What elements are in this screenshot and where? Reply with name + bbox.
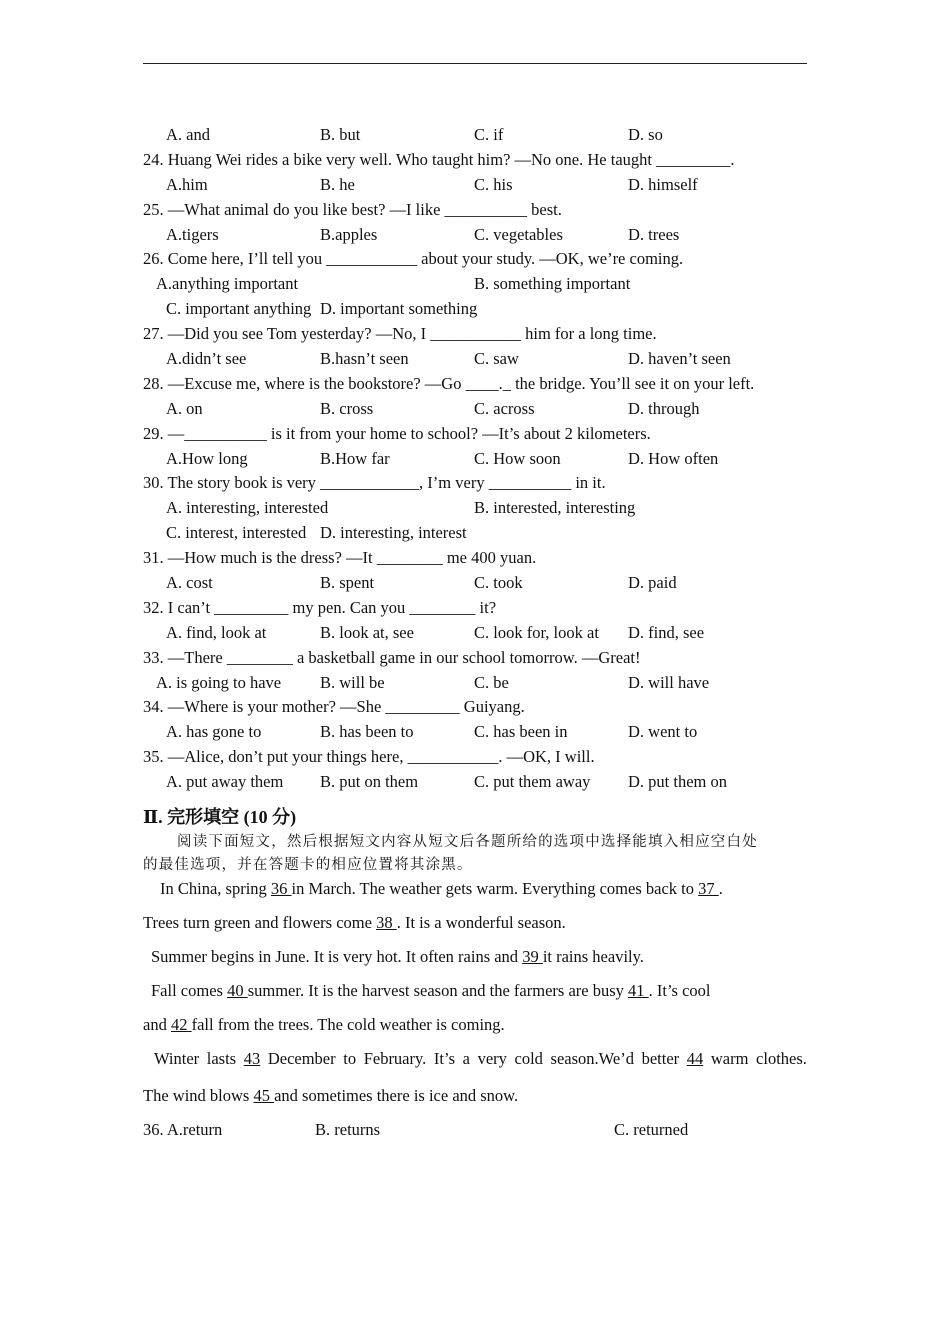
question-30-options-row2 [143, 521, 815, 546]
passage-line-4 [143, 979, 815, 1013]
option-c: C. interest, interested [166, 523, 307, 543]
question-27-options [143, 347, 815, 372]
passage-text: Trees turn green and flowers come [143, 913, 377, 933]
option-b: B. returns [315, 1120, 381, 1140]
passage-text: it rains heavily. [542, 947, 644, 967]
option-c: C. his [474, 174, 513, 194]
passage-text: The wind blows [143, 1086, 254, 1106]
option-b: B. will be [320, 672, 385, 692]
section-2-heading: Ⅱ. 完形填空 (10 分) [143, 807, 297, 828]
option-b: B. look at, see [320, 622, 414, 642]
blank-41: 41 [628, 981, 649, 1001]
option-c: C. How soon [474, 448, 561, 468]
option-c: C. important anything [166, 299, 312, 319]
option-a: A.How long [166, 448, 248, 468]
blank-43: 43 [243, 1049, 261, 1069]
blank-39: 39 [522, 947, 543, 967]
passage-word: to [343, 1049, 357, 1069]
question-28-options [143, 397, 815, 422]
question-28: 28. —Excuse me, where is the bookstore? —Go ____._ the bridge. You’ll see it on your left. [143, 373, 755, 393]
option-a: A.him [166, 174, 208, 194]
blank-44: 44 [686, 1049, 704, 1069]
option-b: B.apples [320, 224, 378, 244]
passage-word: lasts [206, 1049, 237, 1069]
passage-word: cold [514, 1049, 543, 1069]
option-a: A. is going to have [156, 672, 282, 692]
option-c: C. across [474, 398, 535, 418]
option-a: 36. A.return [143, 1120, 223, 1140]
question-31-options [143, 571, 815, 596]
option-b: B. he [320, 174, 355, 194]
option-d: D. find, see [628, 622, 705, 642]
passage-line-2 [143, 911, 815, 945]
header-rule [143, 63, 807, 64]
blank-42: 42 [170, 1015, 192, 1035]
passage-text: Summer begins in June. It is very hot. It often rains and [151, 947, 523, 967]
option-c: C. be [474, 672, 509, 692]
option-d: D. interesting, interest [320, 523, 467, 543]
question-23-options [143, 123, 815, 148]
passage-text: In China, spring [160, 879, 271, 899]
question-33: 33. —There ________ a basketball game in our school tomorrow. —Great! [143, 647, 641, 667]
question-26: 26. Come here, I’ll tell you ___________ about your study. —OK, we’re coming. [143, 249, 684, 269]
passage-text: . It is a wonderful season. [396, 913, 566, 933]
passage-text: Fall comes [151, 981, 228, 1001]
passage-line-7 [143, 1084, 815, 1118]
option-a: A. find, look at [166, 622, 267, 642]
option-a: A. put away them [166, 772, 284, 792]
question-24: 24. Huang Wei rides a bike very well. Who taught him? —No one. He taught _________. [143, 149, 735, 169]
option-b: B. has been to [320, 722, 414, 742]
option-b: B.hasn’t seen [320, 349, 409, 369]
question-35-options [143, 770, 815, 795]
passage-text: and [143, 1015, 171, 1035]
question-29-options [143, 447, 815, 472]
option-c: C. look for, look at [474, 622, 599, 642]
blank-37: 37 [698, 879, 719, 899]
question-24-options [143, 173, 815, 198]
option-b: B. spent [320, 573, 375, 593]
option-a: A.didn’t see [166, 349, 247, 369]
option-d: D. will have [628, 672, 710, 692]
blank-38: 38 [376, 913, 397, 933]
passage-word: very [477, 1049, 507, 1069]
question-35: 35. —Alice, don’t put your things here, ___________. —OK, I will. [143, 747, 595, 767]
option-d: D. went to [628, 722, 698, 742]
option-c: C. has been in [474, 722, 568, 742]
section-2-instructions-line1: 阅读下面短文，然后根据短文内容从短文后各题所给的选项中选择能填入相应空白处 [177, 834, 758, 851]
passage-line-3 [143, 945, 815, 979]
blank-36: 36 [270, 879, 292, 899]
blank-40: 40 [227, 981, 248, 1001]
passage-word: December [267, 1049, 336, 1069]
passage-text: . It’s cool [648, 981, 711, 1001]
passage-word: It’s [433, 1049, 456, 1069]
option-d: D. important something [320, 299, 478, 319]
option-d: D. paid [628, 573, 677, 593]
option-d: D. himself [628, 174, 698, 194]
question-30: 30. The story book is very ____________, I’m very __________ in it. [143, 473, 606, 493]
option-b: B. put on them [320, 772, 419, 792]
option-a: A. on [166, 398, 203, 418]
passage-line-5 [143, 1013, 815, 1047]
passage-line-1 [143, 877, 815, 911]
option-a: A. cost [166, 573, 213, 593]
passage-word: better [641, 1049, 680, 1069]
passage-text: . [718, 879, 723, 899]
option-a: A.tigers [166, 224, 219, 244]
option-c: C. returned [614, 1120, 689, 1140]
question-34: 34. —Where is your mother? —She _________ Guiyang. [143, 697, 525, 717]
question-29: 29. —__________ is it from your home to school? —It’s about 2 kilometers. [143, 423, 651, 443]
passage-word: a [462, 1049, 470, 1069]
exam-content [143, 123, 815, 1143]
option-d: D. How often [628, 448, 719, 468]
option-c: C. if [474, 125, 504, 144]
question-27: 27. —Did you see Tom yesterday? —No, I ___________ him for a long time. [143, 324, 657, 344]
option-d: D. trees [628, 224, 680, 244]
question-32: 32. I can’t _________ my pen. Can you ________ it? [143, 597, 497, 617]
option-a: A.anything important [156, 274, 299, 294]
passage-word: clothes. [756, 1049, 807, 1069]
question-25: 25. —What animal do you like best? —I like __________ best. [143, 199, 562, 219]
option-b: B.How far [320, 448, 390, 468]
option-a: A. and [166, 125, 210, 144]
option-c: C. put them away [474, 772, 591, 792]
question-36-options [143, 1118, 815, 1143]
option-d: D. haven’t seen [628, 349, 731, 369]
option-a: A. has gone to [166, 722, 262, 742]
option-c: C. saw [474, 349, 519, 369]
question-33-options [143, 671, 815, 696]
option-d: D. through [628, 398, 700, 418]
question-30-options-row1 [143, 496, 815, 521]
question-31: 31. —How much is the dress? —It ________ me 400 yuan. [143, 548, 537, 568]
option-d: D. put them on [628, 772, 727, 792]
question-26-options-row1 [143, 272, 815, 297]
option-c: C. vegetables [474, 224, 563, 244]
question-25-options [143, 223, 815, 248]
option-b: B. interested, interesting [474, 498, 636, 518]
passage-word: Winter [154, 1049, 200, 1069]
passage-word: February. [363, 1049, 427, 1069]
passage-text: fall from the trees. The cold weather is coming. [191, 1015, 505, 1035]
option-b: B. cross [320, 398, 374, 418]
question-34-options [143, 720, 815, 745]
passage-text: summer. It is the harvest season and the farmers are busy [247, 981, 629, 1001]
option-b: B. something important [474, 274, 631, 294]
question-26-options-row2 [143, 297, 815, 322]
option-b: B. but [320, 125, 361, 144]
section-2-instructions-line2: 的最佳选项，并在答题卡的相应位置将其涂黑。 [143, 857, 473, 874]
option-a: A. interesting, interested [166, 498, 329, 518]
blank-45: 45 [253, 1086, 275, 1106]
passage-text: in March. The weather gets warm. Everything comes back to [291, 879, 699, 899]
passage-word: season.We’d [550, 1049, 634, 1069]
passage-word: warm [710, 1049, 749, 1069]
option-d: D. so [628, 125, 663, 144]
passage-line-6 [143, 1047, 807, 1084]
option-c: C. took [474, 573, 523, 593]
question-32-options [143, 621, 815, 646]
passage-text: and sometimes there is ice and snow. [274, 1086, 519, 1106]
